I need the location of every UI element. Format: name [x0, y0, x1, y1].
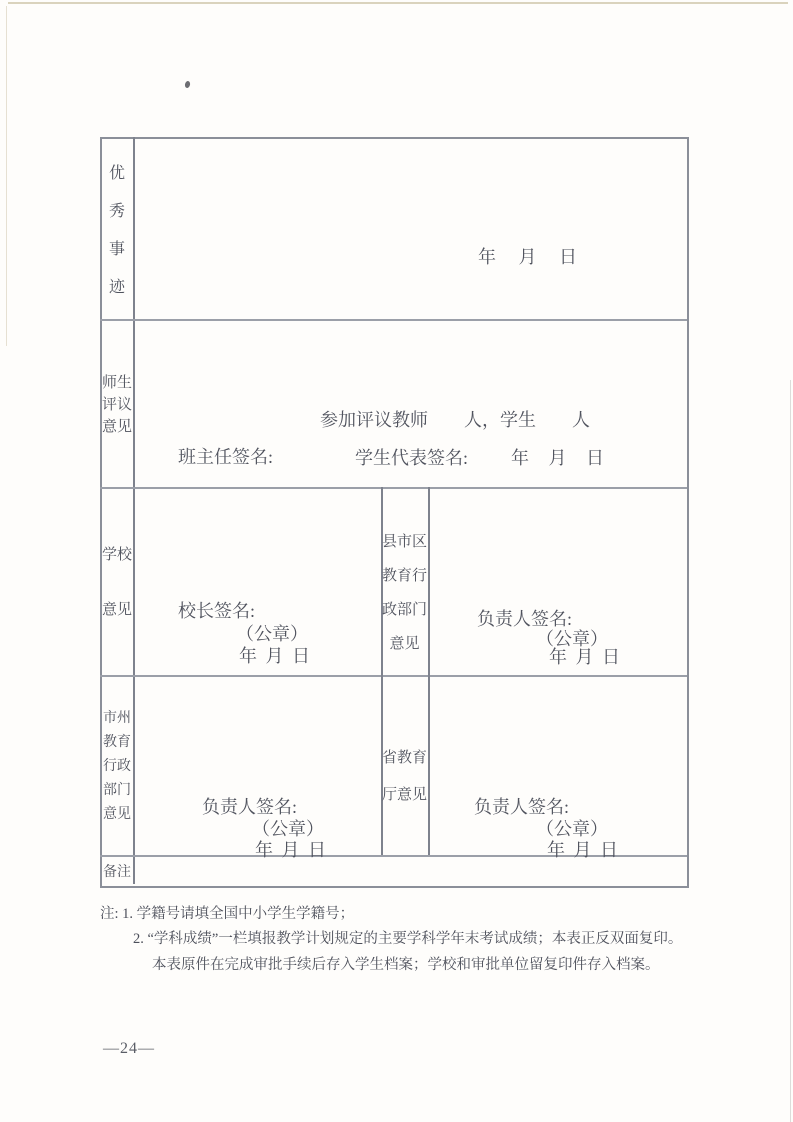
row-header-line: 教育 — [103, 735, 131, 750]
row-header-line: 教育行 — [382, 567, 428, 584]
row-header-line: 意见 — [389, 635, 420, 652]
row-header-county-edu-dept-opinion — [382, 489, 427, 683]
city-seal-label: （公章） — [252, 819, 324, 839]
school-seal-label: （公章） — [236, 624, 308, 644]
row-header-line: 意见 — [101, 418, 132, 435]
row-header-province-edu-dept-opinion — [382, 677, 427, 863]
row-header-line: 厅意见 — [382, 787, 428, 803]
row-header-review-opinion — [101, 321, 133, 485]
row-header-city-edu-dept-opinion — [101, 677, 133, 853]
province-officer-sign-label: 负责人签名: — [474, 797, 570, 817]
note-line-1: 注: 1. 学籍号请填全国中小学生学籍号； — [100, 906, 355, 922]
school-date-line: 年 月 日 — [239, 646, 310, 666]
row-header-line: 市州 — [103, 711, 131, 726]
row-header-line: 师生 — [101, 374, 132, 391]
row-header-line: 意见 — [101, 602, 132, 618]
homeroom-teacher-sign-label: 班主任签名: — [178, 447, 274, 467]
city-officer-sign-label: 负责人签名: — [202, 797, 298, 817]
row-header-char: 秀 — [108, 202, 125, 220]
row-header-line: 政部门 — [382, 601, 428, 618]
row-header-char: 迹 — [108, 278, 125, 296]
row-header-line: 备注 — [103, 865, 131, 880]
page-number: —24— — [103, 1040, 155, 1057]
county-officer-sign-label: 负责人签名: — [477, 609, 573, 629]
row-header-char: 事 — [108, 240, 125, 258]
row-header-line: 部门 — [103, 783, 131, 798]
row-header-line: 县市区 — [382, 533, 428, 550]
grid-line — [133, 137, 135, 884]
principal-sign-label: 校长签名: — [178, 601, 256, 621]
row-header-excellent-deeds — [101, 139, 133, 317]
county-seal-label: （公章） — [536, 629, 608, 649]
grid-line — [428, 487, 430, 855]
province-date-line: 年 月 日 — [547, 840, 618, 860]
review-participation-line: 参加评议教师 人，学生 人 — [320, 410, 590, 430]
note-line-2: 2. “学科成绩”一栏填报教学计划规定的主要学科学年末考试成绩；本表正反双面复印。 — [133, 931, 683, 947]
grid-line — [100, 319, 687, 321]
row-header-char: 优 — [108, 164, 125, 182]
row-header-line: 评议 — [101, 396, 132, 413]
excellent-deeds-date-line: 年 月 日 — [478, 247, 577, 267]
review-date-line: 年 月 日 — [511, 448, 604, 468]
row-header-line: 省教育 — [382, 750, 428, 766]
row-header-line: 行政 — [103, 759, 131, 774]
student-rep-sign-label: 学生代表签名: — [355, 448, 469, 468]
county-date-line: 年 月 日 — [549, 647, 620, 667]
province-seal-label: （公章） — [536, 819, 608, 839]
city-date-line: 年 月 日 — [255, 840, 326, 860]
row-header-school-opinion — [101, 489, 133, 685]
note-line-3: 本表原件在完成审批手续后存入学生档案；学校和审批单位留复印件存入档案。 — [152, 957, 660, 973]
row-header-remarks — [101, 856, 133, 886]
row-header-line: 意见 — [103, 807, 131, 822]
row-header-line: 学校 — [101, 547, 132, 563]
